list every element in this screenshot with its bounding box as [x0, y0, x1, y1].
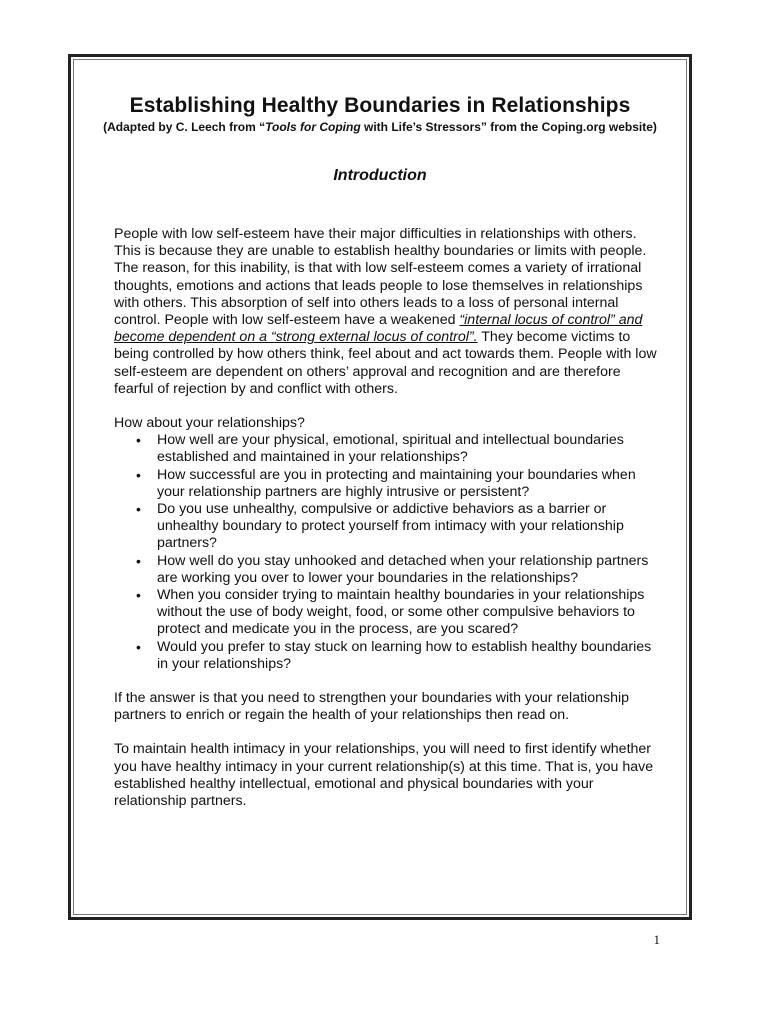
question-list	[114, 432, 662, 673]
list-item: • How successful are you in protecting and maintaining your boundaries when your relationship partners are highly intrusive or persistent?	[136, 467, 662, 501]
document-title: Establishing Healthy Boundaries in Relationships	[129, 94, 631, 117]
introduction-heading: Introduction	[333, 167, 427, 184]
subtitle-book-title: Tools for Coping	[265, 120, 361, 134]
list-item: • Would you prefer to stay stuck on learning how to establish healthy boundaries in your relationships?	[136, 639, 662, 673]
locus-of-control-phrase: “internal locus of control” and become dependent on a “strong external locus of control”.	[114, 312, 643, 346]
list-item: • Do you use unhealthy, compulsive or addictive behaviors as a barrier or unhealthy boundary to protect yourself from intimacy with your relationship partners?	[136, 501, 662, 553]
intimacy-paragraph: To maintain health intimacy in your relationships, you will need to first identify whether you have healthy intimacy in your current relationship(s) at this time. That is, you have established healthy intellectual, emotional and physical boundaries with your relationship partners.	[114, 741, 654, 810]
list-item: • How well are your physical, emotional, spiritual and intellectual boundaries established and maintained in your relationships?	[136, 432, 662, 466]
list-item: • When you consider trying to maintain healthy boundaries in your relationships without the use of body weight, food, or some other compulsive behaviors to protect and medicate you in the process, are you scared?	[136, 587, 662, 639]
subtitle-part-1: (Adapted by C. Leech from “	[103, 120, 266, 134]
intro-paragraph-text: People with low self-esteem have their major difficulties in relationships with others. This is because they are unable to establish healthy boundaries or limits with people. The reason, for this inability, is that with low self-esteem comes a variety of irrational thoughts, emotions and actions that leads people to lose themselves in relationships with others. This absorption of self into others leads to a loss of personal internal control. People with low self-esteem have a weakened	[114, 226, 647, 329]
intro-paragraph-text-end: They become victims to being controlled by how others think, feel about and act towards them. People with low self-esteem are dependent on others’ approval and recognition and are therefore fearful of rejection by and conflict with others.	[114, 329, 657, 397]
page-number: 1	[653, 932, 660, 947]
answer-paragraph: If the answer is that you need to strengthen your boundaries with your relationship partners to enrich or regain the health of your relationships then read on.	[114, 690, 629, 724]
subtitle-part-2: with Life’s Stressors” from the Coping.org website)	[360, 120, 657, 134]
intro-paragraph	[114, 226, 662, 398]
document-body	[114, 226, 662, 810]
document-subtitle	[71, 120, 689, 134]
page-frame	[68, 54, 692, 920]
list-item: • How well do you stay unhooked and detached when your relationship partners are working you over to lower your boundaries in the relationships?	[136, 553, 662, 587]
question-intro: How about your relationships?	[114, 415, 305, 432]
